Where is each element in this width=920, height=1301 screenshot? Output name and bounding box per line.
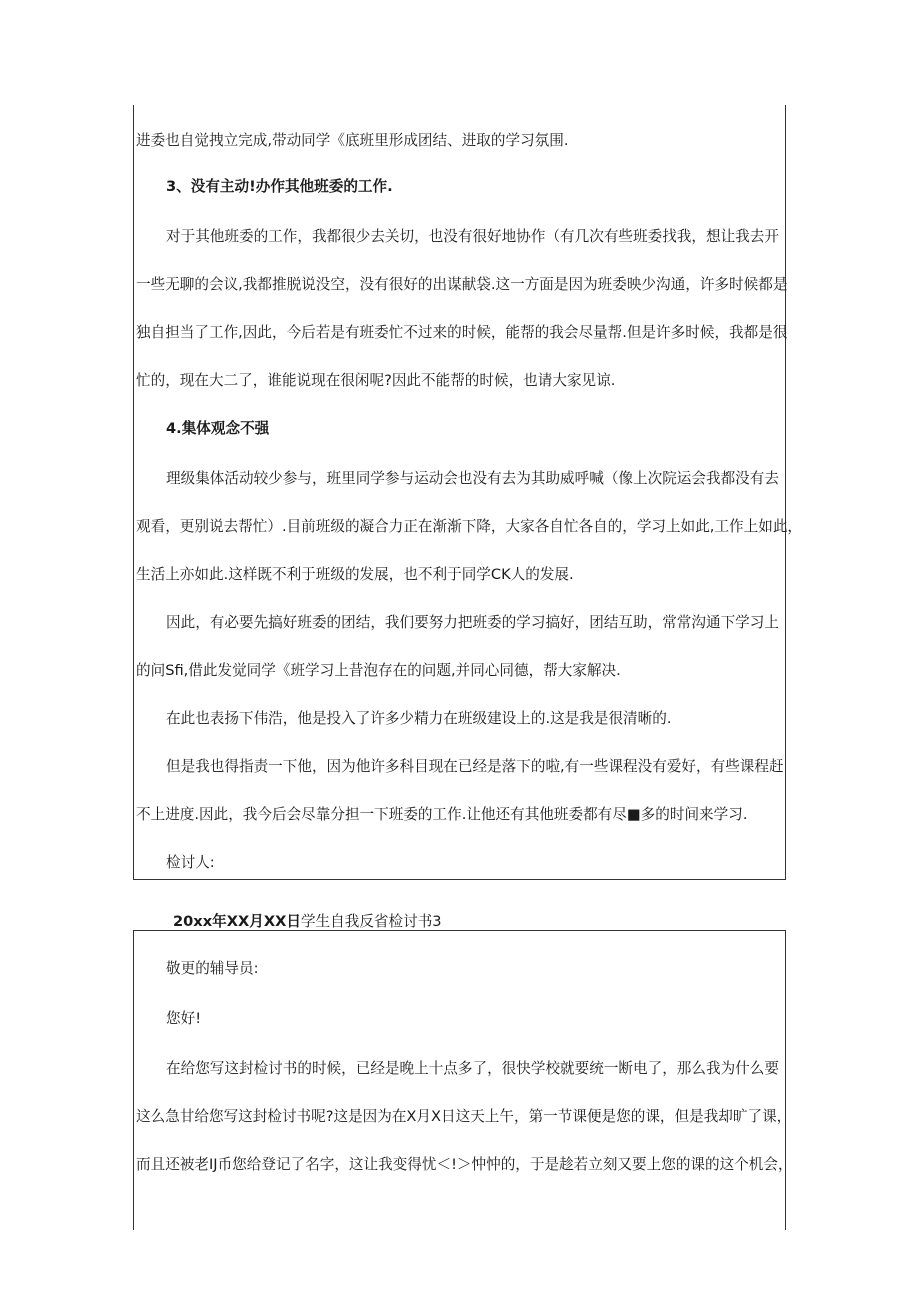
title-text: 学生自我反省检讨书3 [300,913,442,930]
document-title [173,912,442,932]
paragraph-line: 一些无聊的会议,我都推脱说没空，没有很好的出谋献袋.这一方面是因为班委映少沟通，许多时候都是 [136,276,788,293]
signature-label: 检讨人: [166,854,215,871]
paragraph-line: 忙的，现在大二了，谁能说现在很闲呢?因此不能帮的时候，也请大家见谅. [136,372,616,389]
paragraph-line: 因此，有必要先搞好班委的团结，我们要努力把班委的学习搞好，团结互助，常常沟通下学习上 [166,614,779,631]
paragraph-line: 在此也表扬下伟浩，他是投入了许多少精力在班级建设上的.这是我是很清晰的. [166,710,672,727]
section-heading: 3、没有主动!办作其他班委的工作. [166,178,393,195]
paragraph-line: 而且还被老IJ币您给登记了名字，这让我变得忧＜!＞忡忡的，于是趁若立刻又要上您的课的这个机会， [136,1156,793,1173]
paragraph-line: 进委也自觉拽立完成,带动同学《底班里形成团结、进取的学习氛围. [136,132,569,149]
paragraph-line: 生活上亦如此.这样既不利于班级的发展，也不利于同学CK人的发展. [136,566,574,583]
paragraph-line: 但是我也得指责一下他，因为他许多科目现在已经是落下的啦,有一些课程没有爱好，有些课程赶 [166,758,784,775]
paragraph-line: 在给您写这封检讨书的时候，已经是晚上十点多了，很快学校就要统一断电了，那么我为什么要 [166,1060,779,1077]
salutation: 敬更的辅导员: [166,960,259,977]
paragraph-line: 理级集体活动较少参与，班里同学参与运动会也没有去为其助威呼喊（像上次院运会我都没有去 [166,470,779,487]
document-box-2 [133,930,793,1230]
paragraph-line: 对于其他班委的工作，我都很少去关切，也没有很好地协作（有几次有些班委找我，想让我去开 [166,228,779,245]
paragraph-line: 观看，更别说去帮忙）.目前班级的凝合力正在渐渐下降，大家各自忙各自的，学习上如此,工作上如此， [136,518,803,535]
greeting: 您好! [166,1010,202,1027]
title-date: 20xx年XX月XX日 [173,913,301,930]
section-heading: 4.集体观念不强 [166,420,270,437]
paragraph-line: 的问Sfi,借此发觉同学《班学习上昔泡存在的问题,并同心同德，帮大家解决. [136,662,621,679]
paragraph-line: 独自担当了工作,因此，今后若是有班委忙不过来的时候，能帮的我会尽量帮.但是许多时候，我都是很 [136,324,788,341]
paragraph-line: 不上进度.因此，我今后会尽靠分担一下班委的工作.让他还有其他班委都有尽■多的时间来学习. [136,806,748,823]
paragraph-line: 这么急甘给您写这封检讨书呢?这是因为在X月X日这天上午，第一节课便是您的课，但是我却旷了课， [136,1108,792,1125]
document-box-1 [133,105,803,880]
